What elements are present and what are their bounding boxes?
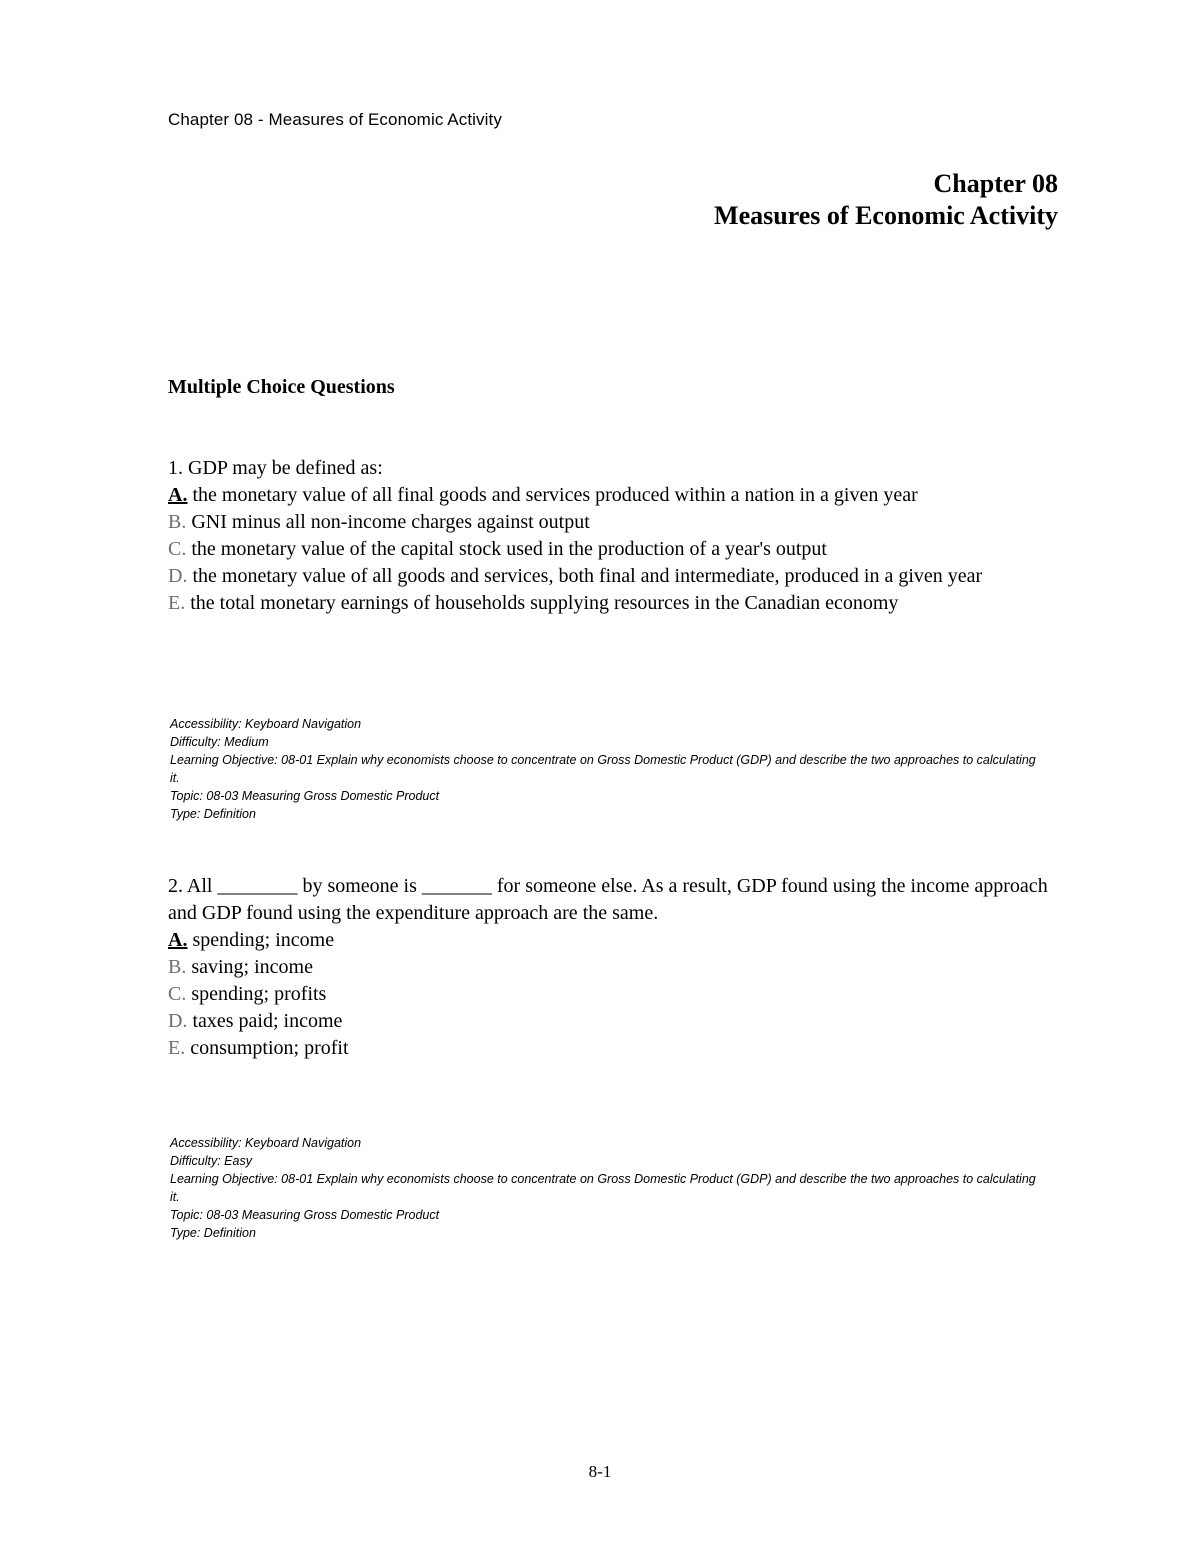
- option-letter: B.: [168, 511, 187, 533]
- question-2-metadata: [170, 1134, 1040, 1242]
- meta-topic: Topic: 08-03 Measuring Gross Domestic Product: [170, 1208, 440, 1222]
- option-letter: E.: [168, 1037, 186, 1059]
- question-1-metadata: [170, 715, 1040, 823]
- meta-topic: Topic: 08-03 Measuring Gross Domestic Product: [170, 789, 440, 803]
- option-a: [168, 482, 1068, 509]
- option-text: the total monetary earnings of households supplying resources in the Canadian economy: [185, 592, 899, 614]
- option-text: the monetary value of all final goods and services produced within a nation in a given year: [187, 484, 918, 506]
- option-letter: B.: [168, 956, 187, 978]
- option-letter: A.: [168, 929, 188, 951]
- question-1: [168, 455, 1068, 617]
- option-letter: D.: [168, 1010, 188, 1032]
- option-c: [168, 536, 1068, 563]
- option-text: GNI minus all non-income charges against output: [186, 511, 590, 533]
- chapter-number: Chapter 08: [933, 169, 1058, 198]
- meta-learning-objective: Learning Objective: 08-01 Explain why economists choose to concentrate on Gross Domestic Product (GDP) and describe the two approaches to calculating it.: [170, 1172, 1036, 1204]
- option-b: [168, 954, 1068, 981]
- meta-learning-objective: Learning Objective: 08-01 Explain why economists choose to concentrate on Gross Domestic Product (GDP) and describe the two approaches to calculating it.: [170, 753, 1036, 785]
- chapter-title: [714, 168, 1058, 232]
- option-text: the monetary value of the capital stock used in the production of a year's output: [186, 538, 827, 560]
- option-d: [168, 1008, 1068, 1035]
- option-d: [168, 563, 1068, 590]
- meta-difficulty: Difficulty: Easy: [170, 1154, 252, 1168]
- meta-type: Type: Definition: [170, 807, 256, 821]
- question-stem: 1. GDP may be defined as:: [168, 457, 383, 479]
- option-text: saving; income: [186, 956, 313, 978]
- meta-difficulty: Difficulty: Medium: [170, 735, 269, 749]
- option-text: spending; income: [187, 929, 335, 951]
- chapter-name: Measures of Economic Activity: [714, 201, 1058, 230]
- option-letter: D.: [168, 565, 188, 587]
- option-text: spending; profits: [186, 983, 327, 1005]
- option-text: taxes paid; income: [187, 1010, 343, 1032]
- option-e: [168, 1035, 1068, 1062]
- option-letter: A.: [168, 484, 188, 506]
- option-b: [168, 509, 1068, 536]
- running-header: Chapter 08 - Measures of Economic Activity: [168, 110, 502, 129]
- section-heading: Multiple Choice Questions: [168, 376, 395, 398]
- meta-accessibility: Accessibility: Keyboard Navigation: [170, 717, 362, 731]
- option-letter: C.: [168, 983, 187, 1005]
- meta-accessibility: Accessibility: Keyboard Navigation: [170, 1136, 362, 1150]
- option-a: [168, 927, 1068, 954]
- option-c: [168, 981, 1068, 1008]
- meta-type: Type: Definition: [170, 1226, 256, 1240]
- option-text: the monetary value of all goods and services, both final and intermediate, produced in a given year: [187, 565, 983, 587]
- option-letter: C.: [168, 538, 187, 560]
- option-letter: E.: [168, 592, 186, 614]
- option-text: consumption; profit: [185, 1037, 349, 1059]
- page-number: 8-1: [588, 1462, 612, 1481]
- question-2: [168, 873, 1068, 1062]
- question-stem: 2. All ________ by someone is _______ for someone else. As a result, GDP found using the income approach and GDP found using the expenditure approach are the same.: [168, 875, 1048, 924]
- option-e: [168, 590, 1068, 617]
